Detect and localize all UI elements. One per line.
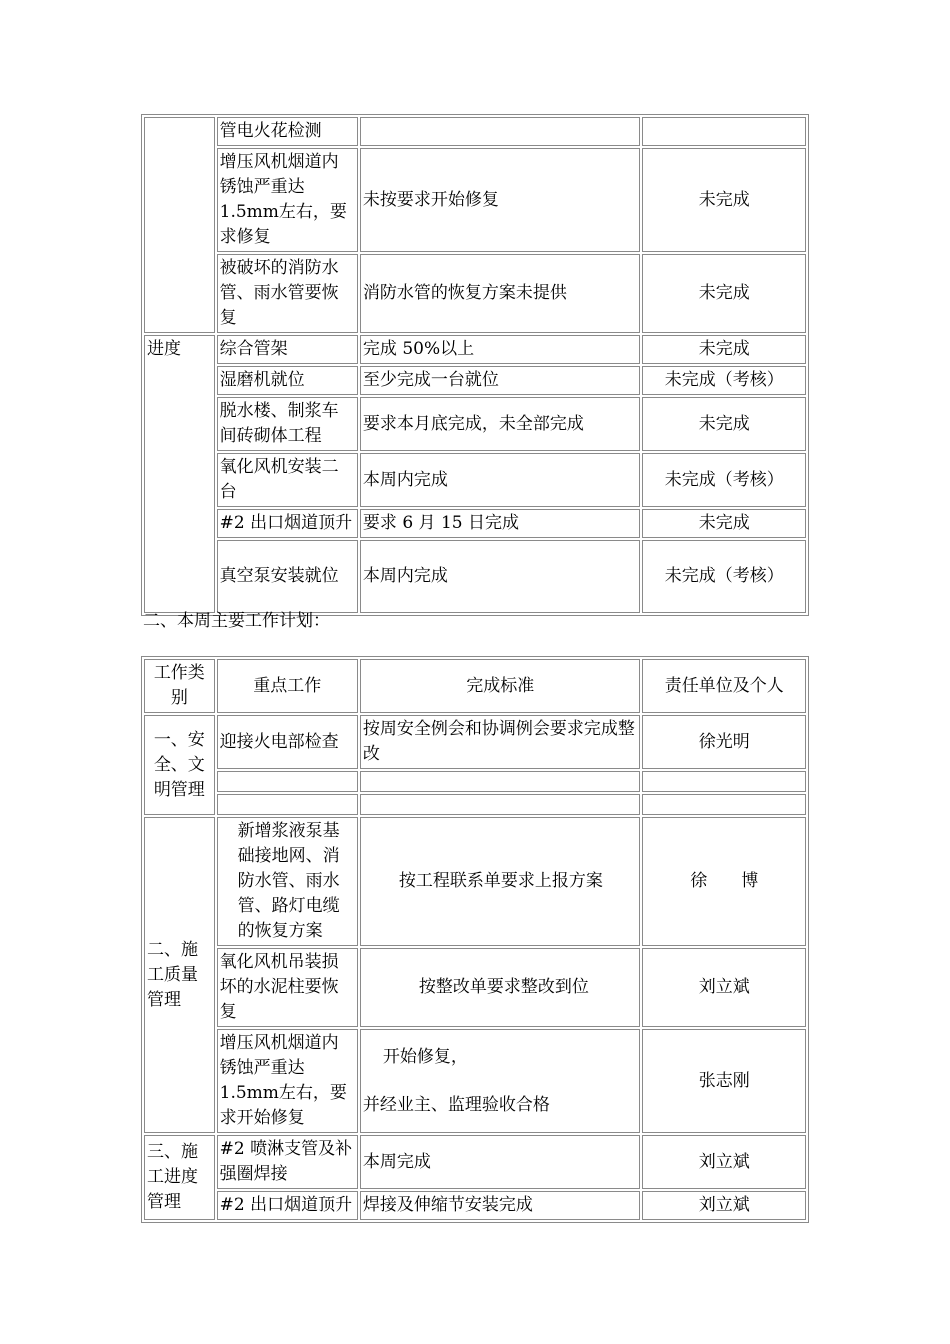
task-cell-empty (217, 771, 358, 792)
task-cell: 氧化风机吊装损坏的水泥柱要恢复 (217, 948, 358, 1027)
owner-cell: 徐光明 (642, 715, 806, 769)
owner-cell: 刘立斌 (642, 1191, 806, 1220)
task-cell: 迎接火电部检查 (217, 715, 358, 769)
standard-cell: 按周安全例会和协调例会要求完成整改 (360, 715, 641, 769)
safety-category-cell: 一、安全、文明管理 (144, 715, 215, 815)
standard-line: 并经业主、监理验收合格 (362, 1094, 550, 1115)
standard-cell-empty (360, 771, 641, 792)
standard-cell-empty (360, 794, 641, 815)
header-task: 重点工作 (217, 659, 358, 713)
task-cell: #2 出口烟道顶升 (217, 1191, 358, 1220)
item-cell: 被破坏的消防水管、雨水管要恢复 (217, 254, 358, 333)
weekly-plan-table (141, 656, 809, 1223)
standard-cell: 焊接及伸缩节安装完成 (360, 1191, 641, 1220)
standard-cell: 本周内完成 (360, 453, 641, 507)
task-cell: 增压风机烟道内锈蚀严重达1.5mm左右，要求开始修复 (217, 1029, 358, 1133)
status-cell (642, 117, 806, 146)
standard-line: 开始修复， (382, 1046, 468, 1067)
standard-cell: 按工程联系单要求上报方案 (360, 817, 641, 946)
standard-cell: 本周内完成 (360, 540, 641, 613)
standard-cell: 要求本月底完成，未全部完成 (360, 397, 641, 451)
item-cell: 综合管架 (217, 335, 358, 364)
standard-cell: 要求 6 月 15 日完成 (360, 509, 641, 538)
item-cell: #2 出口烟道顶升 (217, 509, 358, 538)
status-cell: 未完成 (642, 148, 806, 252)
status-cell: 未完成 (642, 509, 806, 538)
task-cell: 新增浆液泵基础接地网、消防水管、雨水管、路灯电缆的恢复方案 (217, 817, 358, 946)
owner-cell: 刘立斌 (642, 1135, 806, 1189)
item-cell: 脱水楼、制浆车间砖砌体工程 (217, 397, 358, 451)
item-cell: 真空泵安装就位 (217, 540, 358, 613)
task-cell: #2 喷淋支管及补强圈焊接 (217, 1135, 358, 1189)
status-cell: 未完成 (642, 397, 806, 451)
status-cell: 未完成（考核） (642, 453, 806, 507)
item-cell: 管电火花检测 (217, 117, 358, 146)
owner-cell-empty (642, 794, 806, 815)
status-cell: 未完成 (642, 254, 806, 333)
item-cell: 氧化风机安装二台 (217, 453, 358, 507)
owner-cell: 刘立斌 (642, 948, 806, 1027)
owner-cell: 张志刚 (642, 1029, 806, 1133)
task-cell-empty (217, 794, 358, 815)
progress-category-cell: 三、施工进度管理 (144, 1135, 215, 1220)
progress-category-cell: 进度 (144, 335, 215, 613)
owner-cell-empty (642, 771, 806, 792)
category-cell-empty (144, 117, 215, 333)
standard-cell: 未按要求开始修复 (360, 148, 641, 252)
standard-cell (360, 1029, 641, 1133)
standard-cell: 完成 50%以上 (360, 335, 641, 364)
standard-cell: 本周完成 (360, 1135, 641, 1189)
inspection-status-table (141, 114, 809, 616)
standard-cell: 按整改单要求整改到位 (360, 948, 641, 1027)
item-cell: 湿磨机就位 (217, 366, 358, 395)
standard-cell: 至少完成一台就位 (360, 366, 641, 395)
header-owner: 责任单位及个人 (642, 659, 806, 713)
status-cell: 未完成 (642, 335, 806, 364)
standard-cell: 消防水管的恢复方案未提供 (360, 254, 641, 333)
header-standard: 完成标准 (360, 659, 641, 713)
item-cell: 增压风机烟道内锈蚀严重达1.5mm左右，要求修复 (217, 148, 358, 252)
status-cell: 未完成（考核） (642, 366, 806, 395)
owner-cell: 徐 博 (642, 817, 806, 946)
status-cell: 未完成（考核） (642, 540, 806, 613)
standard-cell (360, 117, 641, 146)
section-heading: 二、本周主要工作计划： (143, 611, 330, 631)
header-category: 工作类别 (144, 659, 215, 713)
quality-category-cell: 二、施工质量管理 (144, 817, 215, 1133)
